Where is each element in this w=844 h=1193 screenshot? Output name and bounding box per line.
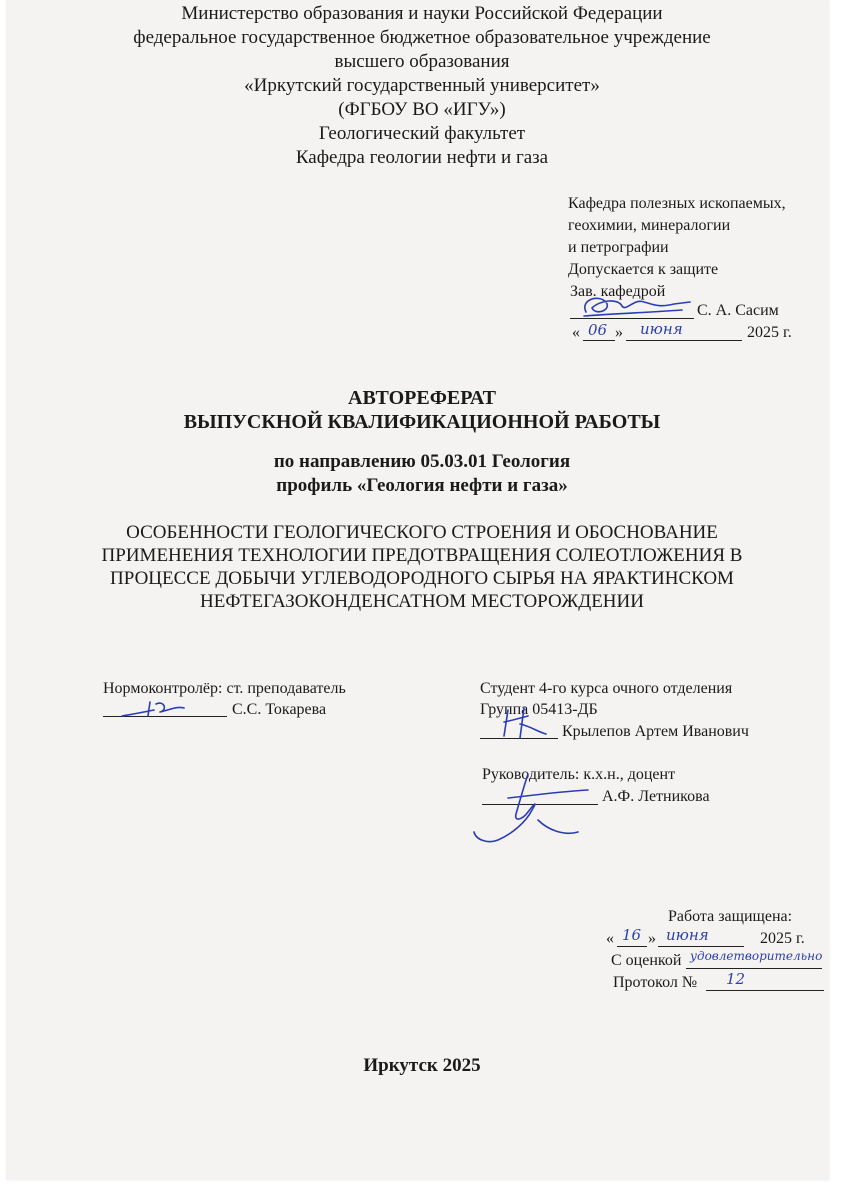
title-line-2: ВЫПУСКНОЙ КВАЛИФИКАЦИОННОЙ РАБОТЫ: [183, 411, 661, 433]
normcontrol-role: Нормоконтролёр: ст. преподаватель: [103, 680, 346, 697]
header-line-university: «Иркутский государственный университет»: [244, 75, 600, 96]
protocol-line: [706, 990, 824, 991]
defense-month-line: [658, 946, 744, 947]
approval-line-3: и петрографии: [568, 239, 669, 256]
approval-month-line: [626, 340, 742, 341]
header-line-abbreviation: (ФГБОУ ВО «ИГУ»): [338, 99, 506, 120]
student-name: Крылепов Артем Иванович: [562, 723, 749, 740]
grade-label: С оценкой: [611, 952, 682, 969]
topic-line-1: ОСОБЕННОСТИ ГЕОЛОГИЧЕСКОГО СТРОЕНИЯ И ОБОСНОВАНИЕ: [126, 522, 718, 543]
header-line-department: Кафедра геологии нефти и газа: [295, 147, 549, 168]
header-line-education-level: высшего образования: [334, 51, 510, 72]
approval-line-2: геохимии, минералогии: [568, 217, 731, 234]
protocol-number: 12: [726, 970, 746, 988]
topic-line-2: ПРИМЕНЕНИЯ ТЕХНОЛОГИИ ПРЕДОТВРАЩЕНИЯ СОЛЕОТЛОЖЕНИЯ В: [101, 545, 743, 566]
defense-date-close-quote: »: [648, 930, 656, 947]
defense-year: 2025 г.: [760, 930, 805, 947]
approval-day-line: [583, 340, 615, 341]
defense-month: июня: [666, 926, 709, 944]
approval-day: 06: [588, 321, 608, 339]
head-signature-icon: [578, 290, 698, 322]
defense-day-line: [617, 946, 647, 947]
grade-line: [686, 968, 822, 969]
header-line-institution-type: федеральное государственное бюджетное образовательное учреждение: [133, 27, 711, 48]
defense-day: 16: [622, 926, 642, 944]
student-role: Студент 4-го курса очного отделения: [480, 680, 733, 697]
approval-date-open-quote: «: [572, 324, 580, 341]
approval-line-head-title: Зав. кафедрой: [570, 283, 666, 300]
protocol-label: Протокол №: [613, 974, 698, 991]
approval-date-close-quote: »: [615, 324, 623, 341]
head-name: С. А. Сасим: [697, 302, 779, 319]
approval-line-1: Кафедра полезных ископаемых,: [568, 195, 786, 212]
header-line-ministry: Министерство образования и науки Российской Федерации: [181, 3, 663, 24]
title-line-1: АВТОРЕФЕРАТ: [348, 387, 496, 409]
defense-status: Работа защищена:: [668, 908, 793, 925]
grade-value: удовлетворительно: [690, 949, 823, 963]
approval-month: июня: [640, 320, 683, 338]
city-year: Иркутск 2025: [363, 1055, 481, 1076]
defense-date-open-quote: «: [606, 930, 614, 947]
approval-line-admit: Допускается к защите: [568, 261, 719, 278]
approval-year: 2025 г.: [747, 324, 792, 341]
normcontrol-signature-icon: [120, 696, 190, 722]
topic-line-4: НЕФТЕГАЗОКОНДЕНСАТНОМ МЕСТОРОЖДЕНИИ: [200, 591, 644, 612]
header-line-faculty: Геологический факультет: [318, 123, 526, 144]
direction-line: по направлению 05.03.01 Геология: [273, 451, 571, 472]
profile-line: профиль «Геология нефти и газа»: [276, 475, 568, 496]
student-group: Группа 05413-ДБ: [480, 701, 598, 718]
topic-line-3: ПРОЦЕССЕ ДОБЫЧИ УГЛЕВОДОРОДНОГО СЫРЬЯ НА ЯРАКТИНСКОМ: [110, 568, 734, 589]
supervisor-name: А.Ф. Летникова: [602, 788, 710, 805]
supervisor-role: Руководитель: к.х.н., доцент: [482, 766, 676, 783]
supervisor-signature-icon: [468, 770, 598, 850]
student-signature-icon: [494, 704, 554, 744]
normcontrol-name: С.С. Токарева: [232, 701, 327, 718]
